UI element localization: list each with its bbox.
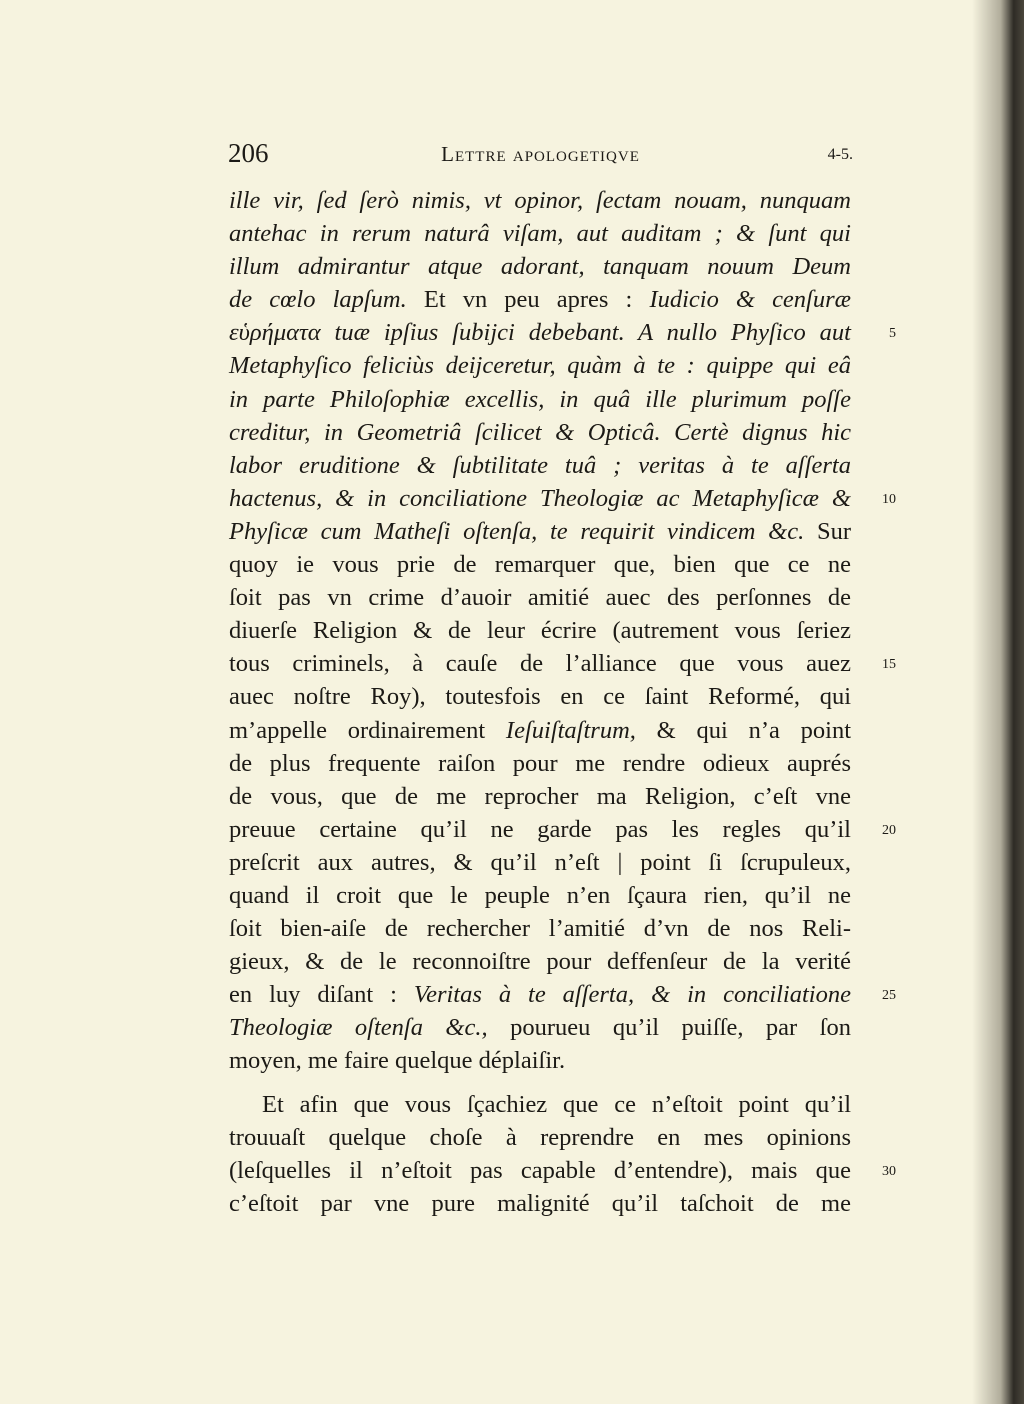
- roman-text: ſoit pas vn crime d’auoir amitié auec des perſonnes de: [229, 584, 851, 612]
- roman-text: en luy diſant :: [229, 981, 414, 1009]
- italic-text: in parte Philoſophiæ excellis, in quâ ille plurimum poſſe: [229, 385, 851, 413]
- roman-text: (leſquelles il n’eſtoit pas capable d’entendre), mais que: [229, 1156, 851, 1184]
- text-line: [229, 316, 851, 349]
- italic-text: Phyſicæ cum Matheſi oſtenſa, te requirit vindicem &c.: [229, 517, 805, 545]
- italic-text: Iudicio & cenſuræ: [649, 286, 851, 314]
- roman-text: trouuaſt quelque choſe à reprendre en mes opinions: [229, 1123, 851, 1151]
- roman-text: preuue certaine qu’il ne garde pas les regles qu’il: [229, 815, 851, 843]
- italic-text: Theologiæ oſtenſa &c.,: [229, 1014, 488, 1042]
- text-line: [229, 449, 851, 482]
- line-number: 15: [882, 657, 896, 673]
- italic-text: de cœlo lapſum.: [229, 286, 407, 314]
- italic-text: Ieſuiſtaſtrum,: [505, 716, 636, 744]
- roman-text: ſoit bien-aiſe de rechercher l’amitié d’vn de nos Reli-: [229, 915, 851, 943]
- text-line: [229, 647, 851, 680]
- text-line: [229, 714, 851, 747]
- running-title: Lettre apologetiqve: [441, 142, 640, 166]
- roman-text: tous criminels, à cauſe de l’alliance que vous auez: [229, 650, 851, 678]
- text-line: [229, 1088, 851, 1121]
- italic-text: illum admirantur atque adorant, tanquam nouum Deum: [229, 253, 851, 281]
- roman-text: de plus frequente raiſon pour me rendre odieux auprés: [229, 749, 851, 777]
- roman-text: quoy ie vous prie de remarquer que, bien que ce ne: [229, 551, 851, 579]
- body-text: [229, 184, 851, 1220]
- text-line: [229, 747, 851, 780]
- book-spine-shadow: [972, 0, 1024, 1404]
- text-line: [229, 515, 851, 548]
- roman-text: de vous, que de me reprocher ma Religion, c’eſt vne: [229, 782, 851, 810]
- text-line: [229, 1187, 851, 1220]
- line-number: 25: [882, 988, 896, 1004]
- italic-text: εὑρήματα tuæ ipſius ſubijci debebant. A nullo Phyſico aut: [229, 319, 851, 347]
- text-line: [229, 184, 851, 217]
- italic-text: labor eruditione & ſubtilitate tuâ ; veritas à te aſſerta: [229, 451, 851, 479]
- text-line: [229, 945, 851, 978]
- text-line: [229, 416, 851, 449]
- text-line: [229, 250, 851, 283]
- text-line: [229, 912, 851, 945]
- text-line: [229, 283, 851, 316]
- text-line: [229, 1011, 851, 1044]
- text-line: [229, 846, 851, 879]
- text-line: [229, 1044, 851, 1077]
- text-line: [229, 780, 851, 813]
- italic-text: hactenus, & in conciliatione Theologiæ ac Metaphyſicæ &: [229, 484, 851, 512]
- text-line: [229, 548, 851, 581]
- roman-text: auec noſtre Roy), toutesfois en ce ſaint Reformé, qui: [229, 683, 851, 711]
- roman-text: Et afin que vous ſçachiez que ce n’eſtoit point qu’il: [262, 1090, 851, 1118]
- text-line: [229, 879, 851, 912]
- roman-text: c’eſtoit par vne pure malignité qu’il taſchoit de me: [229, 1189, 851, 1217]
- line-number: 10: [882, 491, 896, 507]
- roman-text: Et vn peu apres :: [406, 286, 650, 314]
- italic-text: Metaphyſico feliciùs deijceretur, quàm à te : quippe qui eâ: [229, 352, 851, 380]
- text-line: [229, 1121, 851, 1154]
- text-line: [229, 349, 851, 382]
- line-number: 20: [882, 822, 896, 838]
- italic-text: creditur, in Geometriâ ſcilicet & Opticâ. Certè dignus hic: [229, 418, 851, 446]
- text-line: [229, 383, 851, 416]
- roman-text: preſcrit aux autres, & qu’il n’eſt | point ſi ſcrupuleux,: [229, 848, 851, 876]
- line-number: 5: [889, 326, 896, 342]
- italic-text: Veritas à te aſſerta, & in conciliatione: [413, 981, 851, 1009]
- text-line: [229, 1154, 851, 1187]
- text-line: [229, 581, 851, 614]
- page-number: 206: [228, 138, 269, 168]
- roman-text: quand il croit que le peuple n’en ſçaura rien, qu’il ne: [229, 881, 851, 909]
- roman-text: gieux, & de le reconnoiſtre pour deffenſeur de la verité: [229, 948, 851, 976]
- roman-text: diuerſe Religion & de leur écrire (autrement vous ſeriez: [229, 617, 851, 645]
- text-line: [229, 614, 851, 647]
- italic-text: antehac in rerum naturâ viſam, aut auditam ; & ſunt qui: [229, 220, 851, 248]
- roman-text: Sur: [804, 517, 851, 545]
- text-line: [229, 217, 851, 250]
- roman-text: moyen, me faire quelque déplaiſir.: [229, 1047, 566, 1075]
- text-line: [229, 680, 851, 713]
- roman-text: pourueu qu’il puiſſe, par ſon: [487, 1014, 851, 1042]
- roman-text: & qui n’a point: [635, 716, 852, 744]
- text-line: [229, 813, 851, 846]
- roman-text: m’appelle ordinairement: [229, 716, 506, 744]
- text-line: [229, 482, 851, 515]
- italic-text: ille vir, ſed ſerò nimis, vt opinor, ſectam nouam, nunquam: [229, 187, 851, 214]
- page-header: [228, 138, 853, 174]
- line-number: 30: [882, 1163, 896, 1179]
- text-line: [229, 978, 851, 1011]
- section-reference: 4-5.: [827, 146, 853, 163]
